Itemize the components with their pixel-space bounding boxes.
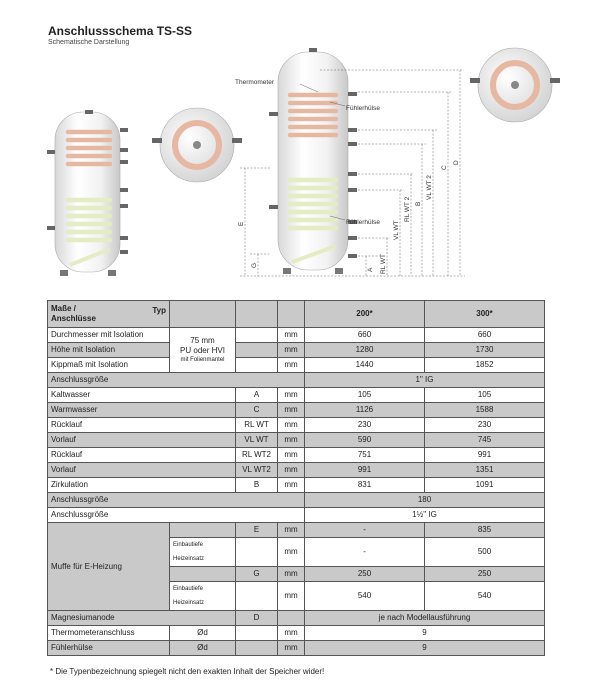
row-code — [236, 538, 278, 567]
header-masse: Maße / — [51, 304, 76, 313]
row-code: G — [236, 567, 278, 582]
row-200: 105 — [305, 388, 425, 403]
row-unit: mm — [278, 388, 305, 403]
header-label-cell — [48, 301, 170, 328]
row-label: Rücklauf — [48, 448, 236, 463]
label-d: D — [453, 160, 460, 165]
row-label: Kaltwasser — [48, 388, 236, 403]
row-300: 250 — [425, 567, 545, 582]
header-300: 300* — [425, 301, 545, 328]
insulation-line3: mit Folienmantel — [180, 357, 225, 363]
row-code: B — [236, 478, 278, 493]
row-unit: mm — [278, 328, 305, 343]
row-200: 1280 — [305, 343, 425, 358]
row-sub: Einbautiefe Heizeinsatz — [170, 538, 236, 567]
table-row — [48, 641, 545, 656]
row-300: 230 — [425, 418, 545, 433]
row-200: 590 — [305, 433, 425, 448]
table-row — [48, 373, 545, 388]
table-row — [48, 328, 545, 343]
row-label: Vorlauf — [48, 433, 236, 448]
header-empty-3 — [278, 301, 305, 328]
row-label: Thermometeranschluss — [48, 626, 170, 641]
table-row — [48, 418, 545, 433]
label-vl-wt: VL WT — [393, 220, 400, 240]
row-300: 105 — [425, 388, 545, 403]
row-200: 250 — [305, 567, 425, 582]
row-unit: mm — [278, 463, 305, 478]
row-unit: mm — [278, 523, 305, 538]
table-row — [48, 343, 545, 358]
row-200: 831 — [305, 478, 425, 493]
row-unit: mm — [278, 433, 305, 448]
row-unit: mm — [278, 358, 305, 373]
header-empty-2 — [236, 301, 278, 328]
row-300: 660 — [425, 328, 545, 343]
row-label: Anschlussgröße — [48, 373, 305, 388]
label-vl-wt2: VL WT 2 — [426, 175, 433, 200]
row-code — [236, 358, 278, 373]
row-300: 540 — [425, 582, 545, 611]
row-label: Durchmesser mit Isolation — [48, 328, 170, 343]
row-code: E — [236, 523, 278, 538]
row-200: 660 — [305, 328, 425, 343]
table-row — [48, 508, 545, 523]
label-b: B — [415, 201, 422, 206]
row-label: Zirkulation — [48, 478, 236, 493]
table-row — [48, 403, 545, 418]
row-unit: mm — [278, 403, 305, 418]
row-code — [236, 328, 278, 343]
row-200: 1440 — [305, 358, 425, 373]
connection-diagram — [0, 40, 591, 295]
row-value: 1" IG — [305, 373, 545, 388]
row-code: Ød — [170, 641, 236, 656]
table-header-row — [48, 301, 545, 328]
label-fuehlerhuelse-bottom: Fühlerhülse — [346, 219, 380, 226]
row-label: Anschlussgröße — [48, 508, 305, 523]
small-tank-top-view — [152, 108, 242, 182]
row-unit: mm — [278, 478, 305, 493]
row-code: VL WT2 — [236, 463, 278, 478]
row-sub — [170, 523, 236, 538]
row-300: 745 — [425, 433, 545, 448]
muffe-label: Muffe für E-Heizung — [48, 523, 170, 611]
row-300: 1588 — [425, 403, 545, 418]
table-row — [48, 493, 545, 508]
header-200: 200* — [305, 301, 425, 328]
table-row — [48, 478, 545, 493]
row-label: Vorlauf — [48, 463, 236, 478]
page-title: Anschlussschema TS-SS — [48, 24, 193, 38]
label-rl-wt: RL WT — [380, 254, 387, 274]
row-300: 991 — [425, 448, 545, 463]
row-empty — [236, 641, 278, 656]
row-label: Höhe mit Isolation — [48, 343, 170, 358]
insulation-line1: 75 mm — [190, 336, 215, 345]
row-unit: mm — [278, 418, 305, 433]
label-fuehlerhuelse-top: Fühlerhülse — [346, 105, 380, 112]
large-tank — [269, 48, 357, 274]
row-200: 991 — [305, 463, 425, 478]
row-value: 180 — [305, 493, 545, 508]
table-row — [48, 523, 545, 538]
page-subtitle: Schematische Darstellung — [48, 39, 130, 46]
row-code: C — [236, 403, 278, 418]
row-unit — [278, 611, 305, 626]
row-200: 540 — [305, 582, 425, 611]
row-unit: mm — [278, 448, 305, 463]
row-code: D — [236, 611, 278, 626]
row-unit: mm — [278, 567, 305, 582]
table-row — [48, 358, 545, 373]
row-unit: mm — [278, 626, 305, 641]
insulation-note — [170, 328, 236, 373]
header-typ: Typ — [152, 306, 166, 315]
row-value: je nach Modellausführung — [305, 611, 545, 626]
row-200: - — [305, 523, 425, 538]
row-value: 1½" IG — [305, 508, 545, 523]
spec-table — [47, 300, 545, 656]
row-value: 9 — [305, 626, 545, 641]
insulation-line2: PU oder HVI — [180, 346, 225, 355]
table-row — [48, 463, 545, 478]
row-label: Fühlerhülse — [48, 641, 170, 656]
row-200: - — [305, 538, 425, 567]
row-300: 835 — [425, 523, 545, 538]
table-row — [48, 433, 545, 448]
table-row — [48, 611, 545, 626]
row-code: VL WT — [236, 433, 278, 448]
small-tank — [47, 110, 128, 276]
row-code — [236, 343, 278, 358]
row-200: 751 — [305, 448, 425, 463]
label-rl-wt2: RL WT 2 — [404, 196, 411, 222]
row-label: Rücklauf — [48, 418, 236, 433]
row-unit: mm — [278, 343, 305, 358]
row-code: RL WT2 — [236, 448, 278, 463]
row-300: 500 — [425, 538, 545, 567]
row-code: A — [236, 388, 278, 403]
label-c: C — [441, 165, 448, 170]
header-empty-1 — [170, 301, 236, 328]
row-empty — [236, 626, 278, 641]
row-200: 1126 — [305, 403, 425, 418]
label-thermometer: Thermometer — [235, 79, 275, 86]
footnote: * Die Typenbezeichnung spiegelt nicht den exakten Inhalt der Speicher wider! — [50, 667, 325, 676]
row-unit: mm — [278, 641, 305, 656]
row-200: 230 — [305, 418, 425, 433]
label-a: A — [367, 267, 374, 272]
row-label: Magnesiumanode — [48, 611, 236, 626]
row-unit: mm — [278, 538, 305, 567]
large-tank-top-view — [470, 48, 560, 122]
header-anschluesse: Anschlüsse — [51, 314, 96, 323]
row-300: 1852 — [425, 358, 545, 373]
row-code: RL WT — [236, 418, 278, 433]
row-300: 1091 — [425, 478, 545, 493]
row-label: Kippmaß mit Isolation — [48, 358, 170, 373]
row-code: Ød — [170, 626, 236, 641]
row-label: Warmwasser — [48, 403, 236, 418]
row-value: 9 — [305, 641, 545, 656]
row-unit: mm — [278, 582, 305, 611]
row-300: 1351 — [425, 463, 545, 478]
label-e: E — [238, 221, 245, 226]
row-300: 1730 — [425, 343, 545, 358]
row-sub — [170, 567, 236, 582]
table-row — [48, 626, 545, 641]
row-code — [236, 582, 278, 611]
row-sub: Einbautiefe Heizeinsatz — [170, 582, 236, 611]
row-label: Anschlussgröße — [48, 493, 305, 508]
label-g: G — [251, 262, 258, 268]
table-row — [48, 388, 545, 403]
table-row — [48, 448, 545, 463]
